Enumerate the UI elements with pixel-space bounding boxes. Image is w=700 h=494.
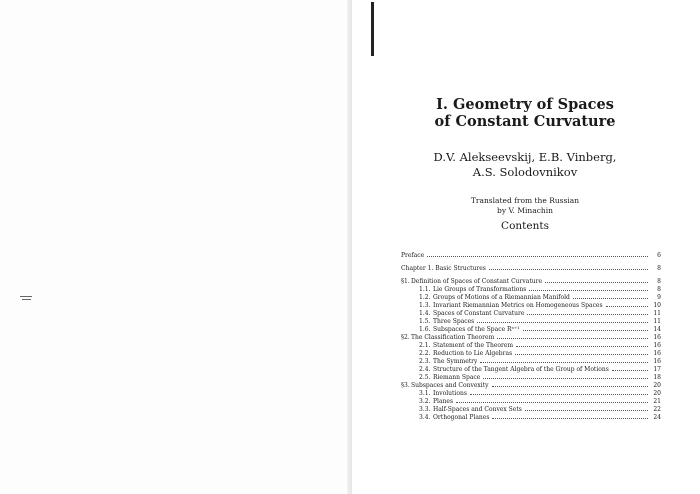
toc-entry[interactable] bbox=[401, 293, 661, 301]
toc-entry[interactable] bbox=[401, 309, 661, 317]
authors-line: D.V. Alekseevskij, E.B. Vinberg, bbox=[433, 150, 617, 164]
authors bbox=[352, 150, 698, 180]
toc-leader-dots bbox=[545, 277, 648, 283]
toc-entry-page: 14 bbox=[653, 326, 661, 333]
toc-entry-number: 1.2. bbox=[419, 294, 431, 301]
toc-entry-title: The Symmetry bbox=[433, 358, 478, 365]
toc-entry-title: Spaces of Constant Curvature bbox=[433, 310, 525, 317]
toc-entry[interactable] bbox=[401, 285, 661, 293]
toc-entry-page: 8 bbox=[657, 278, 661, 285]
toc-entry-page: 20 bbox=[653, 390, 661, 397]
toc-entry[interactable] bbox=[401, 389, 661, 397]
toc-leader-dots bbox=[516, 341, 648, 347]
toc-entry[interactable] bbox=[401, 365, 661, 373]
toc-entry[interactable] bbox=[401, 349, 661, 357]
toc-entry-page: 21 bbox=[653, 398, 661, 405]
title-block bbox=[352, 96, 698, 216]
toc-entry-title: Involutions bbox=[433, 390, 467, 397]
scan-smudge bbox=[20, 296, 32, 297]
toc-entry-title: Subspaces of the Space Rⁿ⁺¹ bbox=[433, 326, 520, 333]
toc-entry-page: 18 bbox=[653, 374, 661, 381]
toc-leader-dots bbox=[606, 301, 648, 307]
toc-entry-page: 6 bbox=[657, 252, 661, 259]
toc-entry-title: The Classification Theorem bbox=[411, 334, 495, 341]
toc-leader-dots bbox=[527, 309, 648, 315]
toc-entry-page: 22 bbox=[653, 406, 661, 413]
toc-entry[interactable] bbox=[401, 333, 661, 341]
toc-entry-number: 1.4. bbox=[419, 310, 431, 317]
translation-credit bbox=[352, 196, 698, 216]
toc-entry-title: Statement of the Theorem bbox=[433, 342, 514, 349]
toc-entry-title: Structure of the Tangent Algebra of the Group of Motions bbox=[433, 366, 609, 373]
toc-leader-dots bbox=[497, 333, 648, 339]
toc-entry-page: 20 bbox=[653, 382, 661, 389]
toc-entry[interactable] bbox=[401, 251, 661, 259]
toc-entry[interactable] bbox=[401, 373, 661, 381]
toc-entry-number: 1.1. bbox=[419, 286, 431, 293]
toc-entry-number: 2.4. bbox=[419, 366, 431, 373]
toc-entry-page: 24 bbox=[653, 414, 661, 421]
toc-entry-number: 3.1. bbox=[419, 390, 431, 397]
toc-entry[interactable] bbox=[401, 341, 661, 349]
toc-entry-page: 9 bbox=[657, 294, 661, 301]
toc-entry[interactable] bbox=[401, 301, 661, 309]
toc-entry-number: §3. bbox=[401, 382, 410, 389]
toc-entry-title: Planes bbox=[433, 398, 454, 405]
toc-entry-number: 1.3. bbox=[419, 302, 431, 309]
toc-entry-page: 10 bbox=[653, 302, 661, 309]
toc-entry-title: Three Spaces bbox=[433, 318, 475, 325]
toc-entry-title: Invariant Riemannian Metrics on Homogeneous Spaces bbox=[433, 302, 603, 309]
toc-leader-dots bbox=[525, 405, 648, 411]
toc-entry-page: 16 bbox=[653, 350, 661, 357]
toc-entry-number: 3.2. bbox=[419, 398, 431, 405]
toc-entry-number: 3.3. bbox=[419, 406, 431, 413]
contents-heading: Contents bbox=[501, 220, 549, 232]
toc-leader-dots bbox=[427, 251, 648, 257]
toc-leader-dots bbox=[573, 293, 648, 299]
toc-entry-number: 2.2. bbox=[419, 350, 431, 357]
toc-leader-dots bbox=[529, 285, 648, 291]
toc-leader-dots bbox=[492, 381, 648, 387]
toc-entry-title: Riemann Space bbox=[433, 374, 481, 381]
toc-entry-title: Groups of Motions of a Riemannian Manifold bbox=[433, 294, 570, 301]
toc-entry-title: Lie Groups of Transformations bbox=[433, 286, 527, 293]
toc-leader-dots bbox=[456, 397, 648, 403]
toc-leader-dots bbox=[470, 389, 648, 395]
toc-entry-page: 8 bbox=[657, 286, 661, 293]
toc-entry[interactable] bbox=[401, 264, 661, 272]
toc-entry[interactable] bbox=[401, 277, 661, 285]
toc-entry[interactable] bbox=[401, 357, 661, 365]
toc-entry[interactable] bbox=[401, 325, 661, 333]
toc-leader-dots bbox=[483, 373, 648, 379]
toc-entry-page: 11 bbox=[653, 318, 661, 325]
toc-entry-number: 1.5. bbox=[419, 318, 431, 325]
translation-line: by V. Minachin bbox=[497, 206, 553, 215]
translation-line: Translated from the Russian bbox=[470, 196, 580, 205]
toc-entry-page: 16 bbox=[653, 358, 661, 365]
toc-entry-number: §1. bbox=[401, 278, 410, 285]
book-title bbox=[352, 96, 698, 130]
toc-entry-page: 17 bbox=[653, 366, 661, 373]
title-line: of Constant Curvature bbox=[434, 113, 616, 130]
toc-entry-title: Subspaces and Convexity bbox=[411, 382, 489, 389]
toc-entry[interactable] bbox=[401, 397, 661, 405]
toc-entry[interactable] bbox=[401, 317, 661, 325]
toc-entry-title: Half-Spaces and Convex Sets bbox=[433, 406, 522, 413]
toc-entry-number: 3.4. bbox=[419, 414, 431, 421]
toc-entry-title: Chapter 1. Basic Structures bbox=[401, 265, 486, 272]
toc-entry-page: 11 bbox=[653, 310, 661, 317]
authors-line: A.S. Solodovnikov bbox=[472, 165, 578, 179]
toc-entry-title: Definition of Spaces of Constant Curvature bbox=[411, 278, 543, 285]
toc-leader-dots bbox=[489, 264, 648, 270]
toc-leader-dots bbox=[523, 325, 648, 331]
toc-entry-title: Orthogonal Planes bbox=[433, 414, 490, 421]
toc-leader-dots bbox=[477, 317, 648, 323]
title-line: I. Geometry of Spaces bbox=[436, 96, 614, 113]
toc-entry-number: 2.5. bbox=[419, 374, 431, 381]
toc-entry[interactable] bbox=[401, 413, 661, 421]
toc-entry-page: 16 bbox=[653, 334, 661, 341]
toc-entry-title: Preface bbox=[401, 252, 425, 259]
spine-mark bbox=[371, 2, 374, 56]
toc-entry-number: 2.1. bbox=[419, 342, 431, 349]
toc-leader-dots bbox=[480, 357, 648, 363]
toc-leader-dots bbox=[515, 349, 648, 355]
toc-entry-number: 2.3. bbox=[419, 358, 431, 365]
toc-entry-page: 16 bbox=[653, 342, 661, 349]
table-of-contents bbox=[401, 251, 661, 421]
toc-entry[interactable] bbox=[401, 381, 661, 389]
toc-entry-title: Reduction to Lie Algebras bbox=[433, 350, 513, 357]
toc-entry[interactable] bbox=[401, 405, 661, 413]
toc-leader-dots bbox=[612, 365, 648, 371]
toc-entry-number: 1.6. bbox=[419, 326, 431, 333]
toc-entry-page: 8 bbox=[657, 265, 661, 272]
scan-smudge bbox=[22, 299, 31, 300]
toc-leader-dots bbox=[492, 413, 648, 419]
toc-entry-number: §2. bbox=[401, 334, 410, 341]
